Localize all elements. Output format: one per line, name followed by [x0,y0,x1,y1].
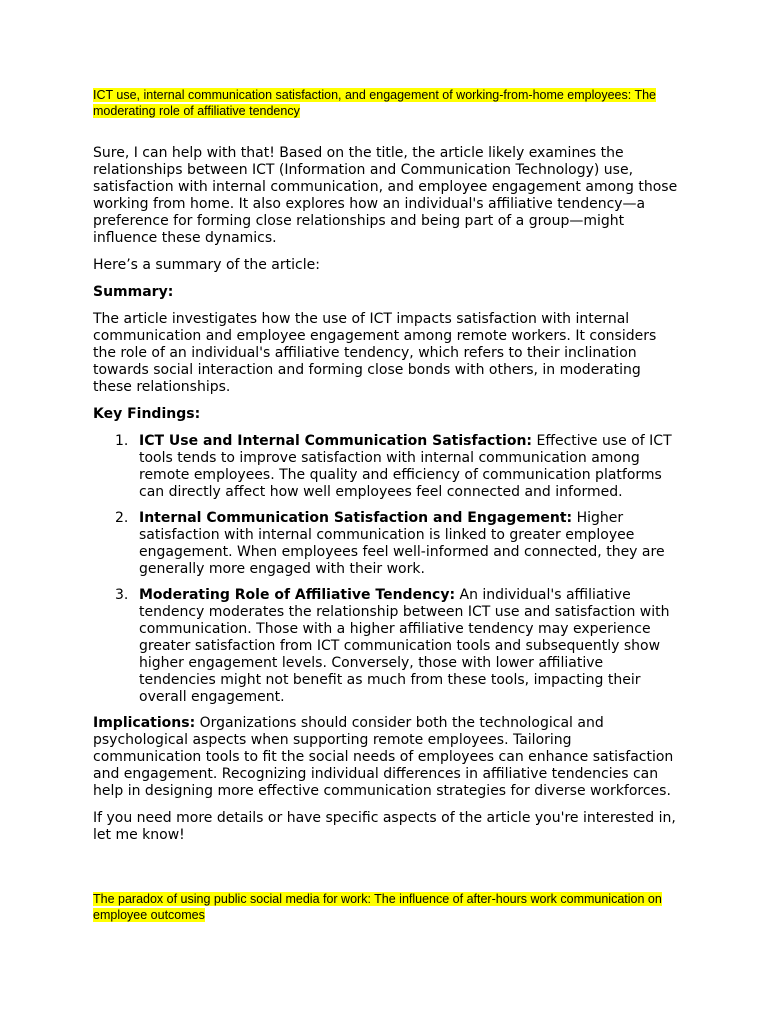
article-title-1 [93,87,683,119]
implications-text: Organizations should consider both the technological and psychological aspects when supporting remote employees. Tailoring communication tools to fit the social needs of employees can enhance satisfaction and engagement. Recognizing individual differences in affiliative tendencies can help in designing more effective communication strategies for diverse workforces. [93,715,674,799]
implications-heading: Implications: [93,715,196,731]
findings-heading-text: Key Findings: [93,406,201,422]
summary-paragraph: The article investigates how the use of ICT impacts satisfaction with internal communication and employee engagement among remote workers. It considers the role of an individual's affiliative tendency, which refers to their inclination towards social interaction and forming close bonds with others, in moderating these relationships. [93,311,657,395]
finding-title: Internal Communication Satisfaction and Engagement: [139,510,573,526]
finding-text: Effective use of ICT tools tends to improve satisfaction with internal communication among remote employees. The quality and efficiency of communication platforms can directly affect how well employees feel connected and informed. [139,433,672,500]
finding-number: 1. [115,433,129,449]
finding-number: 3. [115,587,129,603]
finding-title: Moderating Role of Affiliative Tendency: [139,587,456,603]
summary-heading [93,284,678,301]
response-body [93,145,678,854]
finding-text: An individual's affiliative tendency moderates the relationship between ICT use and satisfaction with communication. Those with a higher affiliative tendency may experience greater satisfaction from ICT communication tools and subsequently show higher engagement levels. Conversely, those with lower affiliative tendencies might not benefit as much from these tools, impacting their overall engagement. [139,587,670,705]
closing-paragraph: If you need more details or have specific aspects of the article you're interested in, let me know! [93,810,676,843]
findings-heading [93,406,678,423]
finding-item [93,510,678,578]
intro-paragraph: Sure, I can help with that! Based on the title, the article likely examines the relationships between ICT (Information and Communication Technology) use, satisfaction with internal communication, and employee engagement among those working from home. It also explores how an individual's affiliative tendency—a preference for forming close relationships and being part of a group—might influence these dynamics. [93,145,678,246]
summary-heading-text: Summary: [93,284,174,300]
summary-lead: Here’s a summary of the article: [93,257,320,273]
finding-text: Higher satisfaction with internal communication is linked to greater employee engagement. When employees feel well-informed and connected, they are generally more engaged with their work. [139,510,665,577]
finding-item [93,587,678,706]
finding-title: ICT Use and Internal Communication Satisfaction: [139,433,533,449]
highlighted-title-text: ICT use, internal communication satisfaction, and engagement of working-from-home employees: The moderating role of affiliative tendency [93,88,657,118]
article-title-2 [93,891,683,923]
highlighted-title-text: The paradox of using public social media for work: The influence of after-hours work communication on employee outcomes [93,892,662,922]
findings-list [93,433,678,706]
finding-number: 2. [115,510,129,526]
finding-item [93,433,678,501]
implications-paragraph [93,715,678,800]
